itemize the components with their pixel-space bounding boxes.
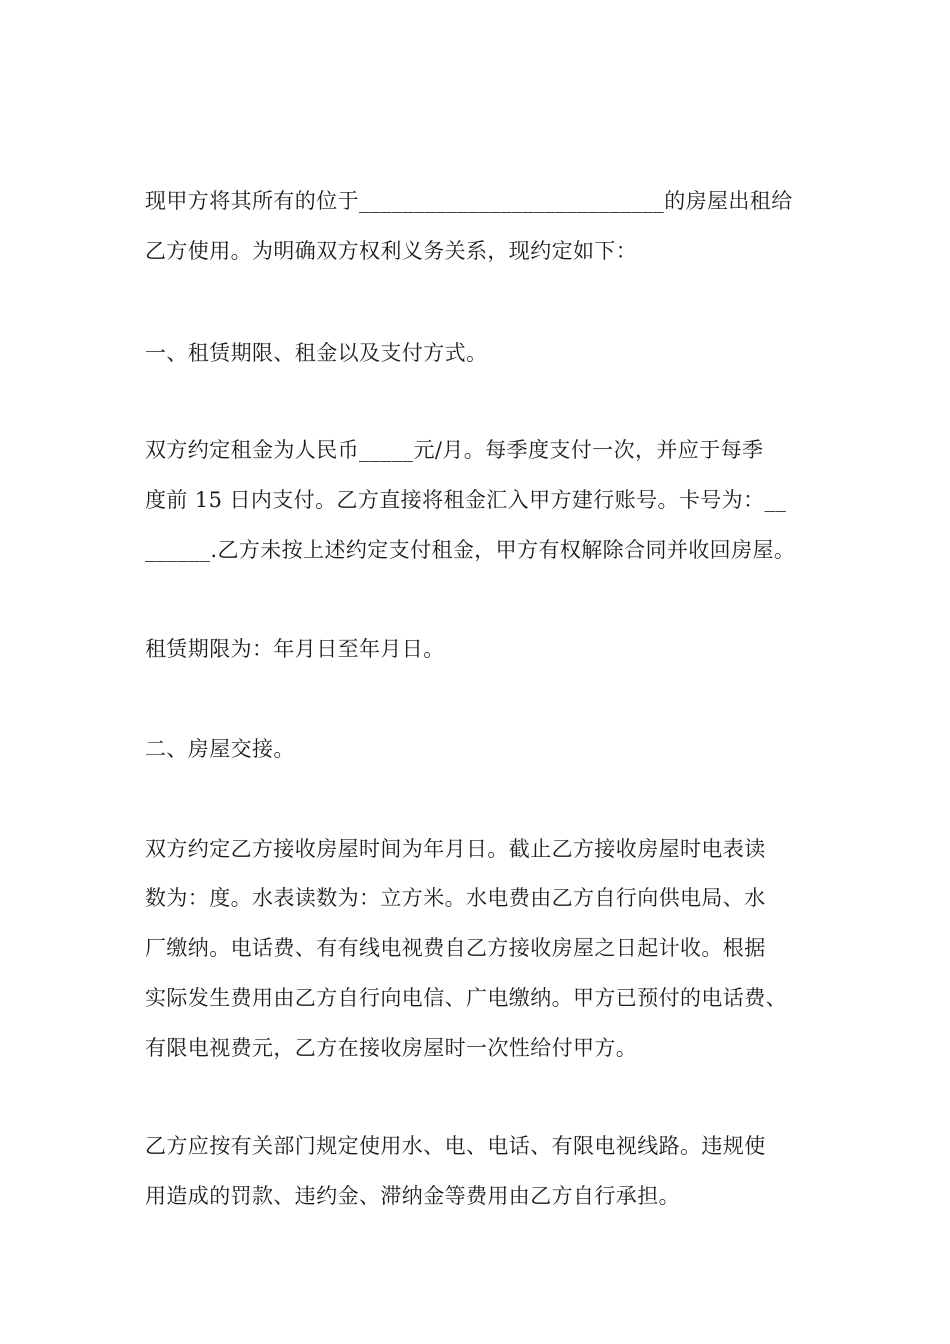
paragraph-3-line-3: 厂缴纳。电话费、有有线电视费自乙方接收房屋之日起计收。根据 xyxy=(145,936,766,960)
paragraph-2-line-1: 双方约定租金为人民币_____元/月。每季度支付一次，并应于每季 xyxy=(145,438,764,462)
paragraph-2-line-2: 度前 15 日内支付。乙方直接将租金汇入甲方建行账号。卡号为：__ xyxy=(145,488,787,512)
paragraph-2-line-3: ______.乙方未按上述约定支付租金，甲方有权解除合同并收回房屋。 xyxy=(145,538,796,562)
paragraph-1-line-1: 现甲方将其所有的位于____________________________的房屋出租给 xyxy=(145,189,793,213)
paragraph-3-line-1: 双方约定乙方接收房屋时间为年月日。截止乙方接收房屋时电表读 xyxy=(145,837,766,861)
section-heading-2: 二、房屋交接。 xyxy=(145,737,295,761)
paragraph-3-line-2: 数为：度。水表读数为：立方米。水电费由乙方自行向供电局、水 xyxy=(145,886,766,910)
section-heading-1: 一、租赁期限、租金以及支付方式。 xyxy=(145,341,488,365)
paragraph-4-line-2: 用造成的罚款、违约金、滞纳金等费用由乙方自行承担。 xyxy=(145,1184,680,1208)
paragraph-1-line-2: 乙方使用。为明确双方权利义务关系，现约定如下： xyxy=(145,239,638,263)
paragraph-4-line-1: 乙方应按有关部门规定使用水、电、电话、有限电视线路。违规使 xyxy=(145,1134,766,1158)
paragraph-3-line-4: 实际发生费用由乙方自行向电信、广电缴纳。甲方已预付的电话费、 xyxy=(145,986,787,1010)
paragraph-3-line-5: 有限电视费元，乙方在接收房屋时一次性给付甲方。 xyxy=(145,1036,638,1060)
lease-term-line: 租赁期限为：年月日至年月日。 xyxy=(145,637,445,661)
